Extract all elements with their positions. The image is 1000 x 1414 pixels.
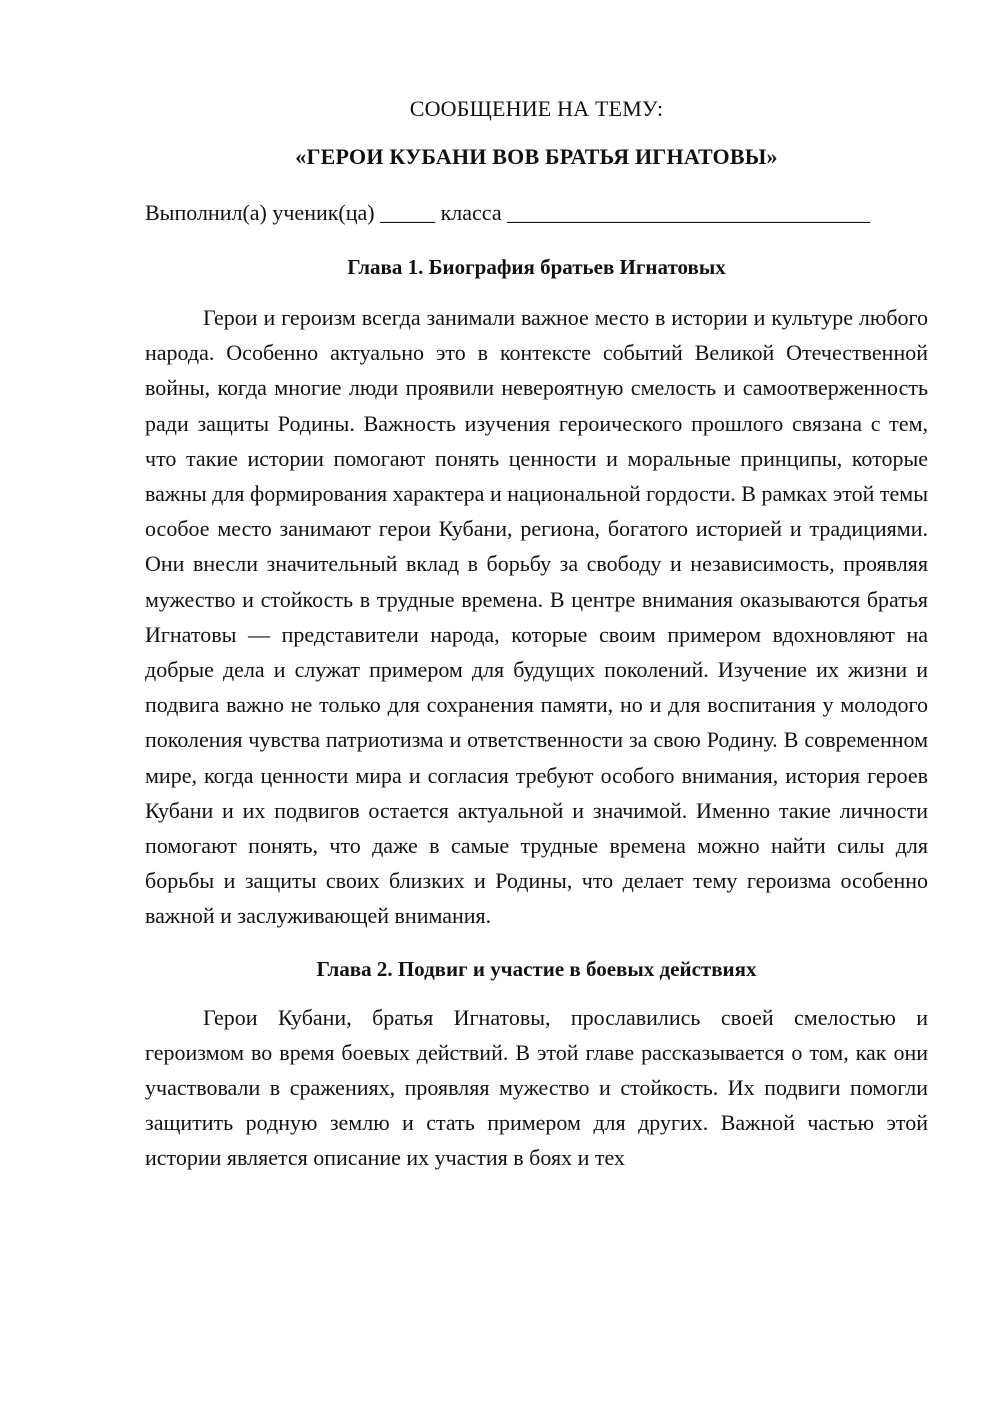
chapter-2-paragraph: Герои Кубани, братья Игнатовы, прославились своей смелостью и героизмом во время боевых действий. В этой главе рассказывается о том, как они участвовали в сражениях, проявляя мужество и стойкость. Их подвиги помогли защитить родную землю и стать примером для других. Важной частью этой истории является описание их участия в боях и тех — [145, 1004, 928, 1171]
author-line: Выполнил(а) ученик(ца) _____ класса _________________________________ — [145, 200, 871, 225]
chapter-1-heading: Глава 1. Биография братьев Игнатовых — [347, 255, 726, 279]
document-title-line-1: СООБЩЕНИЕ НА ТЕМУ: — [409, 96, 664, 121]
chapter-1-paragraph: Герои и героизм всегда занимали важное место в истории и культуре любого народа. Особенно актуально это в контексте событий Великой Отечественной войны, когда многие люди проявили невероятную смелость и самоотверженность ради защиты Родины. Важность изучения героического прошлого связана с тем, что такие истории помогают понять ценности и моральные принципы, которые важны для формирования характера и национальной гордости. В рамках этой темы особое место занимают герои Кубани, региона, богатого историей и традициями. Они внесли значительный вклад в борьбу за свободу и независимость, проявляя мужество и стойкость в трудные времена. В центре внимания оказываются братья Игнатовы — представители народа, которые своим примером вдохновляют на добрые дела и служат примером для будущих поколений. Изучение их жизни и подвига важно не только для сохранения памяти, но и для воспитания у молодого поколения чувства патриотизма и ответственности за свою Родину. В современном мире, когда ценности мира и согласия требуют особого внимания, история героев Кубани и их подвигов остается актуальной и значимой. Именно такие личности помогают понять, что даже в самые трудные времена можно найти силы для борьбы и защиты своих близких и Родины, что делает тему героизма особенно важной и заслуживающей внимания. — [145, 305, 928, 929]
document-page — [145, 88, 928, 1176]
chapter-2-heading: Глава 2. Подвиг и участие в боевых действиях — [316, 956, 757, 981]
document-title-line-2: «ГЕРОИ КУБАНИ ВОВ БРАТЬЯ ИГНАТОВЫ» — [295, 144, 778, 169]
